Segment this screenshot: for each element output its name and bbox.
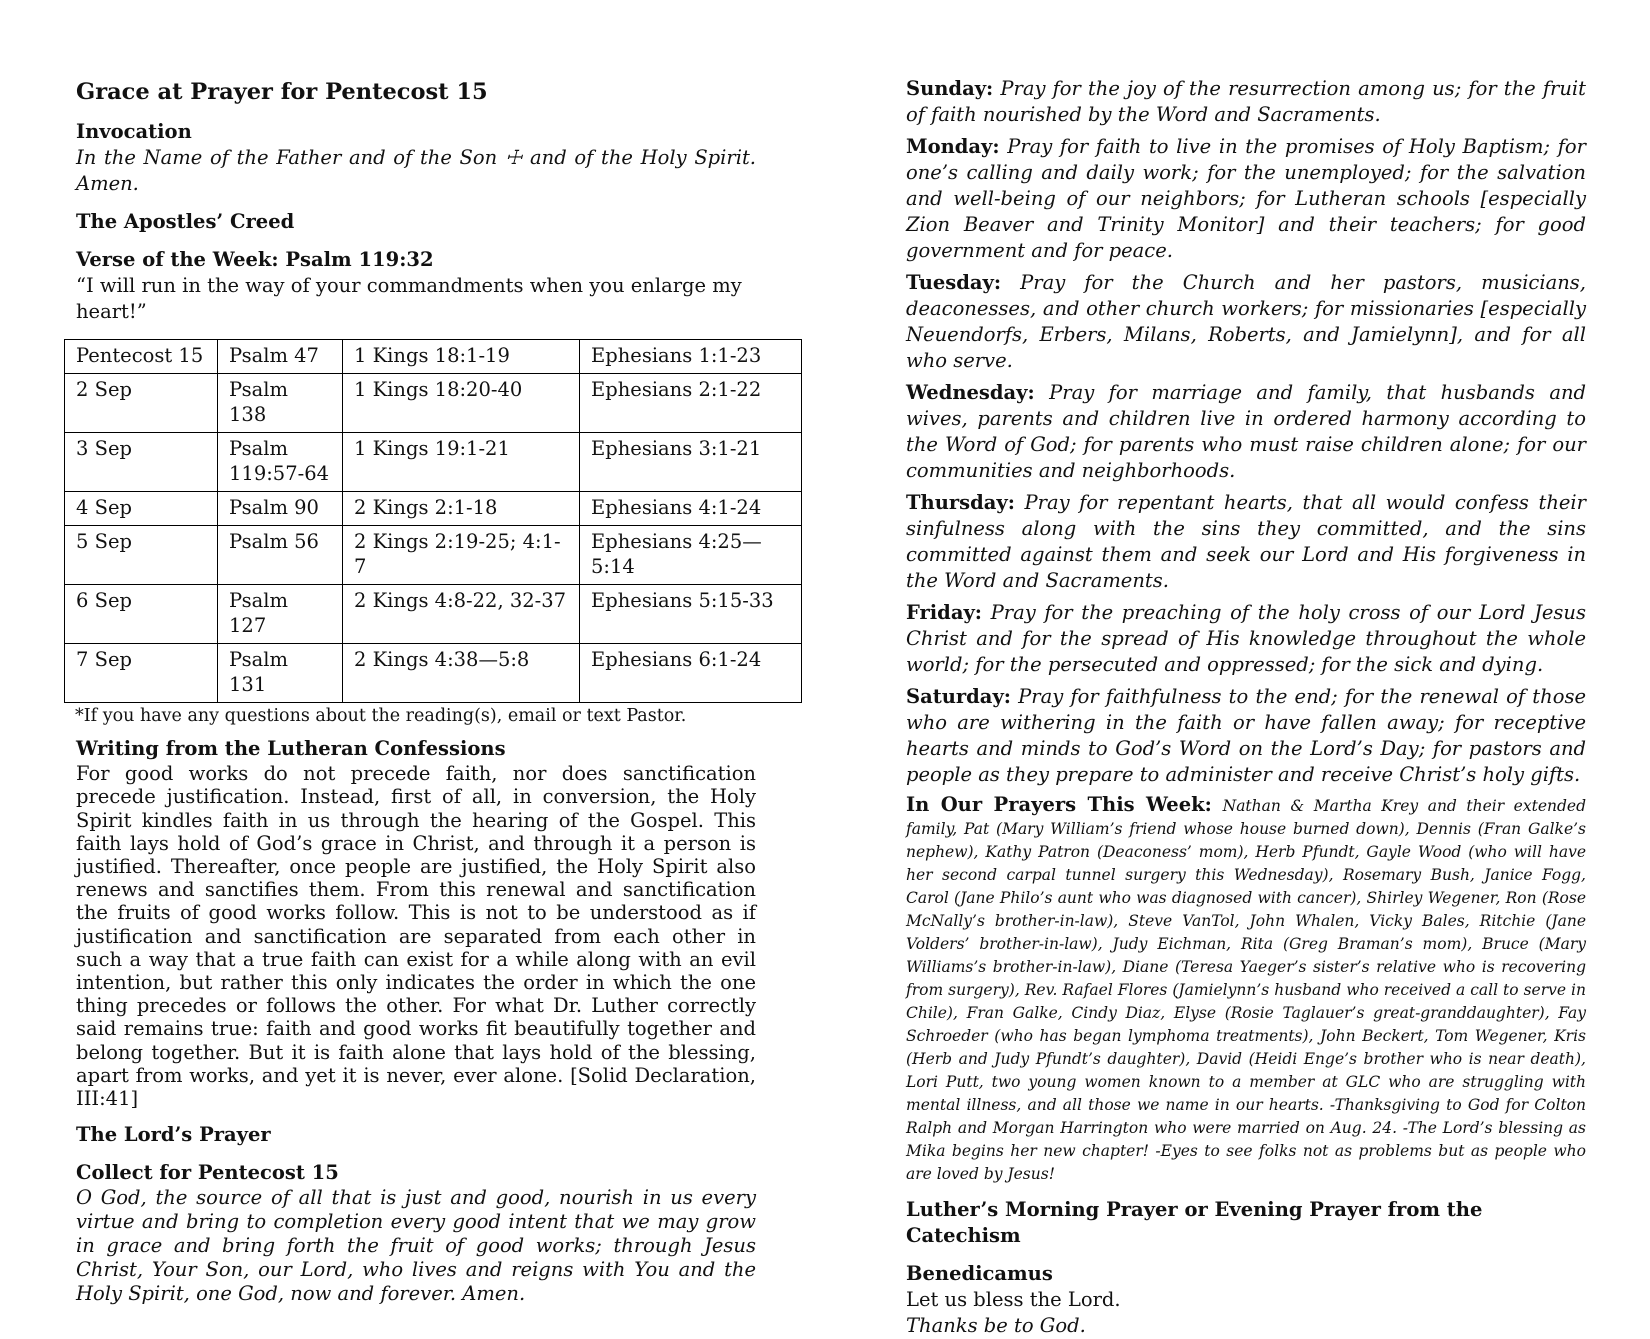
prayer-list [906, 794, 1586, 1185]
day-text: Pray for marriage and family, that husbands and wives, parents and children live in ordered harmony according to the Word of God; for parents who must raise children alone; for our communities and neighborhoods. [906, 381, 1586, 482]
reading-psalm: Psalm 131 [218, 644, 343, 703]
readings-row [65, 433, 802, 492]
day-text: Pray for faith to live in the promises of Holy Baptism; for one’s calling and daily work; for the unemployed; for the salvation and well-being of our neighbors; for Lutheran schools [especially Zion Beaver and Trinity Monitor] and their teachers; for good government and for peace. [906, 135, 1586, 262]
day-name: Friday: [906, 601, 982, 624]
reading-ot: 1 Kings 18:20-40 [343, 374, 580, 433]
reading-ot: 2 Kings 4:8-22, 32-37 [343, 585, 580, 644]
day-name: Wednesday: [906, 381, 1035, 404]
reading-psalm: Psalm 138 [218, 374, 343, 433]
reading-psalm: Psalm 56 [218, 526, 343, 585]
day-prayer [906, 684, 1586, 788]
prayer-list-label: In Our Prayers This Week: [906, 793, 1212, 816]
reading-day: 3 Sep [65, 433, 218, 492]
day-prayer [906, 134, 1586, 264]
verse-heading: Verse of the Week: Psalm 119:32 [76, 248, 434, 272]
reading-ot: 2 Kings 2:19-25; 4:1-7 [343, 526, 580, 585]
confessions-text: For good works do not precede faith, nor does sanctification precede justification. Instead, first of all, in conversion, the Holy Spirit kindles faith in us through the hearing of the Gospel. This faith lays hold of God’s grace in Christ, and through it a person is justified. Thereafter, once people are justified, the Holy Spirit also renews and sanctifies them. From this renewal and sanctification the fruits of good works follow. This is not to be understood as if justification and sanctification are separated from each other in such a way that a true faith can exist for a while along with an evil intention, but rather this only indicates the order in which the one thing precedes or follows the other. For what Dr. Luther correctly said remains true: faith and good works fit beautifully together and belong together. But it is faith alone that lays hold of the blessing, apart from works, and yet it is never, ever alone. [Solid Declaration, III:41] [76, 762, 756, 1110]
readings-row [65, 340, 802, 374]
page-title: Grace at Prayer for Pentecost 15 [76, 79, 488, 105]
readings-table [64, 339, 802, 703]
prayer-list-text: Nathan & Martha Krey and their extended family, Pat (Mary William’s friend whose house burned down), Dennis (Fran Galke’s nephew), Kathy Patron (Deaconess’ mom), Herb Pfundt, Gayle Wood (who will have her second carpal tunnel surgery this Wednesday), Rosemary Bush, Janice Fogg, Carol (Jane Philo’s aunt who was diagnosed with cancer), Shirley Wegener, Ron (Rose McNally’s brother-in-law), Steve VanTol, John Whalen, Vicky Bales, Ritchie (Jane Volders’ brother-in-law), Judy Eichman, Rita (Greg Braman’s mom), Bruce (Mary Williams’s brother-in-law), Diane (Teresa Yaeger’s sister’s relative who is recovering from surgery), Rev. Rafael Flores (Jamielynn’s husband who received a call to serve in Chile), Fran Galke, Cindy Diaz, Elyse (Rosie Taglauer’s great-granddaughter), Fay Schroeder (who has began lymphoma treatments), John Beckert, Tom Wegener, Kris (Herb and Judy Pfundt’s daughter), David (Heidi Enge’s brother who is near death), Lori Putt, two young women known to a member at GLC who are struggling with mental illness, and all those we name in our hearts. -Thanksgiving to God for Colton Ralph and Morgan Harrington who were married on Aug. 24. -The Lord’s blessing as Mika begins her new chapter! -Eyes to see folks not as problems but as people who are loved by Jesus! [906, 797, 1587, 1183]
readings-row [65, 374, 802, 433]
reading-day: 6 Sep [65, 585, 218, 644]
verse-text: “I will run in the way of your commandments when you enlarge my heart!” [76, 274, 742, 324]
daily-prayers [906, 76, 1586, 788]
right-column [906, 76, 1586, 1339]
invocation-heading: Invocation [76, 120, 192, 144]
day-text: Pray for the joy of the resurrection among us; for the fruit of faith nourished by the Word and Sacraments. [906, 77, 1586, 126]
collect-heading: Collect for Pentecost 15 [76, 1161, 339, 1185]
reading-epistle: Ephesians 4:25—5:14 [580, 526, 802, 585]
reading-day: 2 Sep [65, 374, 218, 433]
day-name: Tuesday: [906, 271, 1002, 294]
reading-psalm: Psalm 119:57-64 [218, 433, 343, 492]
day-text: Pray for the Church and her pastors, musicians, deaconesses, and other church workers; for missionaries [especially Neuendorfs, Erbers, Milans, Roberts, and Jamielynn], and for all who serve. [906, 271, 1586, 372]
reading-ot: 2 Kings 4:38—5:8 [343, 644, 580, 703]
day-prayer [906, 270, 1586, 374]
reading-psalm: Psalm 127 [218, 585, 343, 644]
readings-row [65, 526, 802, 585]
day-name: Saturday: [906, 685, 1011, 708]
confessions-heading: Writing from the Lutheran Confessions [76, 737, 506, 761]
reading-psalm: Psalm 47 [218, 340, 343, 374]
reading-epistle: Ephesians 5:15-33 [580, 585, 802, 644]
day-prayer [906, 76, 1586, 128]
morning-prayer-heading: Luther’s Morning Prayer or Evening Prayer from the Catechism [906, 1198, 1483, 1247]
benedicamus-heading: Benedicamus [906, 1262, 1053, 1285]
reading-day: Pentecost 15 [65, 340, 218, 374]
day-prayer [906, 490, 1586, 594]
day-prayer [906, 600, 1586, 678]
reading-epistle: Ephesians 2:1-22 [580, 374, 802, 433]
reading-epistle: Ephesians 3:1-21 [580, 433, 802, 492]
day-name: Monday: [906, 135, 1000, 158]
invocation-text: In the Name of the Father and of the Son ☩ and of the Holy Spirit. Amen. [76, 146, 756, 196]
day-text: Pray for faithfulness to the end; for the renewal of those who are withering in the faith or have fallen away; for receptive hearts and minds to God’s Word on the Lord’s Day; for pastors and people as they prepare to administer and receive Christ’s holy gifts. [906, 685, 1586, 786]
reading-day: 7 Sep [65, 644, 218, 703]
reading-day: 4 Sep [65, 492, 218, 526]
readings-row [65, 585, 802, 644]
reading-epistle: Ephesians 4:1-24 [580, 492, 802, 526]
reading-ot: 1 Kings 18:1-19 [343, 340, 580, 374]
reading-epistle: Ephesians 1:1-23 [580, 340, 802, 374]
reading-ot: 1 Kings 19:1-21 [343, 433, 580, 492]
day-prayer [906, 380, 1586, 484]
creed-heading: The Apostles’ Creed [76, 210, 295, 234]
day-name: Sunday: [906, 77, 994, 100]
day-text: Pray for repentant hearts, that all would confess their sinfulness along with the sins they committed, and the sins committed against them and seek our Lord and His forgiveness in the Word and Sacraments. [906, 491, 1586, 592]
day-name: Thursday: [906, 491, 1015, 514]
readings-row [65, 644, 802, 703]
benedicamus-line-2: Thanks be to God. [906, 1314, 1086, 1337]
reading-epistle: Ephesians 6:1-24 [580, 644, 802, 703]
readings-row [65, 492, 802, 526]
lords-prayer-heading: The Lord’s Prayer [76, 1123, 271, 1147]
left-column [75, 78, 774, 1306]
reading-ot: 2 Kings 2:1-18 [343, 492, 580, 526]
reading-psalm: Psalm 90 [218, 492, 343, 526]
benedicamus-line-1: Let us bless the Lord. [906, 1288, 1121, 1311]
reading-day: 5 Sep [65, 526, 218, 585]
collect-text: O God, the source of all that is just and good, nourish in us every virtue and bring to completion every good intent that we may grow in grace and bring forth the fruit of good works; through Jesus Christ, Your Son, our Lord, who lives and reigns with You and the Holy Spirit, one God, now and forever. Amen. [76, 1186, 756, 1306]
readings-note: *If you have any questions about the reading(s), email or text Pastor. [75, 706, 687, 727]
day-text: Pray for the preaching of the holy cross of our Lord Jesus Christ and for the spread of His knowledge throughout the whole world; for the persecuted and oppressed; for the sick and dying. [906, 601, 1587, 676]
